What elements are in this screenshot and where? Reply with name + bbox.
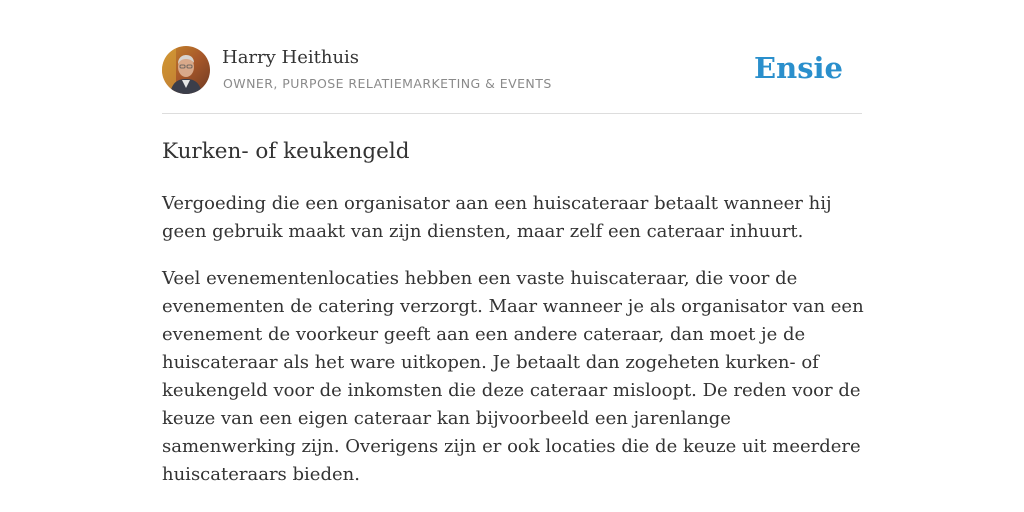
author-header <box>162 46 862 96</box>
avatar-photo <box>162 46 210 94</box>
author-name[interactable]: Harry Heithuis <box>222 47 360 68</box>
author-role: OWNER, PURPOSE RELATIEMARKETING & EVENTS <box>223 76 552 91</box>
divider <box>162 113 862 114</box>
brand-logo[interactable]: Ensie <box>754 51 843 85</box>
explanation-paragraph: Veel evenementenlocaties hebben een vaste huiscateraar, die voor de evenementen de catering verzorgt. Maar wanneer je als organisator van een evenement de voorkeur geeft aan een andere cateraar, dan moet je de huiscateraar als het ware uitkopen. Je betaalt dan zogeheten kurken- of keukengeld voor de inkomsten die deze cateraar misloopt. De reden voor de keuze van een eigen cateraar kan bijvoorbeeld een jarenlange samenwerking zijn. Overigens zijn er ook locaties die de keuze uit meerdere huiscateraars bieden. <box>162 268 864 485</box>
avatar[interactable] <box>162 46 210 94</box>
definition-paragraph: Vergoeding die een organisator aan een huiscateraar betaalt wanneer hij geen gebruik maakt van zijn diensten, maar zelf een cateraar inhuurt. <box>162 193 832 242</box>
entry-title: Kurken- of keukengeld <box>162 139 410 164</box>
